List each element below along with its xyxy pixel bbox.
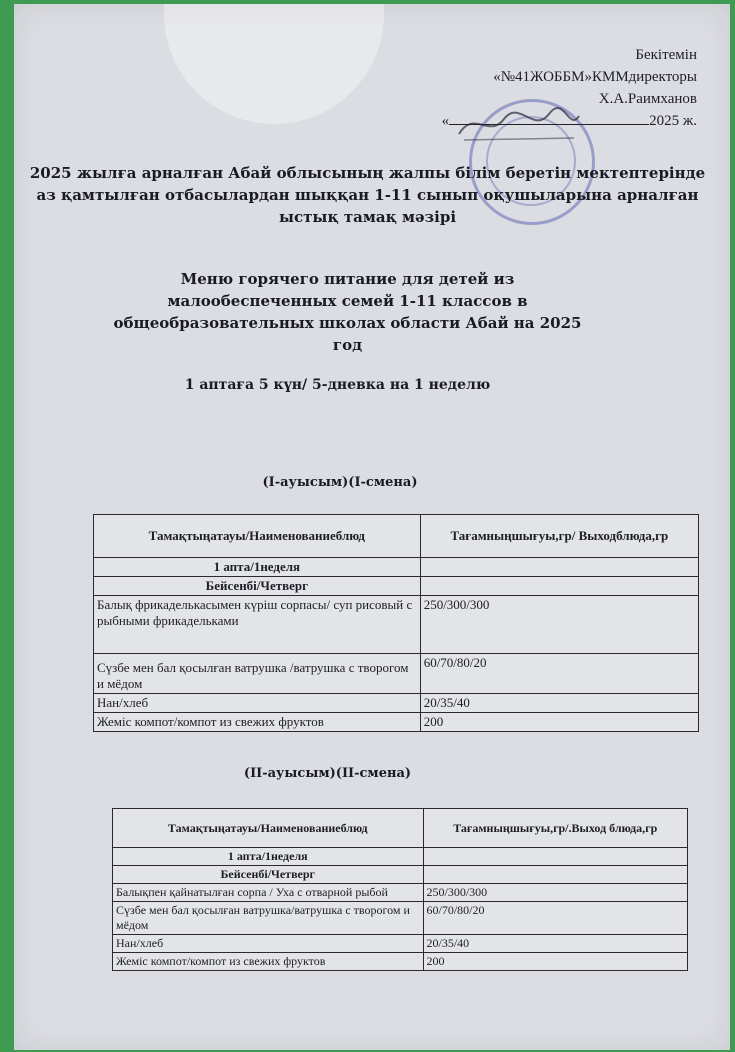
table-header-row xyxy=(94,515,699,558)
approval-director: Х.А.Раимханов xyxy=(598,91,697,107)
week-label: 1 апта/1неделя xyxy=(113,848,424,866)
header-yield: Тағамныңшығуы,гр/.Выход блюда,гр xyxy=(423,809,688,848)
dish-yield: 20/35/40 xyxy=(423,935,688,953)
table-row xyxy=(113,902,688,935)
dish-yield: 250/300/300 xyxy=(420,596,698,654)
week-row xyxy=(94,558,699,577)
approval-heading: Бекітемін xyxy=(635,47,697,63)
day-label: Бейсенбі/Четверг xyxy=(113,866,424,884)
dish-name: Нан/хлеб xyxy=(94,694,421,713)
table-row xyxy=(94,654,699,694)
approval-block xyxy=(442,44,697,132)
day-label: Бейсенбі/Четверг xyxy=(94,577,421,596)
title-russian-text: Меню горячего питание для детей из малообеспеченных семей 1-11 классов в общеобразовательных школах области Абай на 2025 год xyxy=(113,270,582,354)
approval-year: 2025 ж. xyxy=(649,113,697,129)
schedule-subtitle: 1 аптаға 5 күн/ 5-дневка на 1 неделю xyxy=(184,377,491,393)
table-row xyxy=(113,935,688,953)
dish-yield: 20/35/40 xyxy=(420,694,698,713)
day-row xyxy=(94,577,699,596)
plastic-sleeve-glare xyxy=(164,4,384,124)
title-kazakh: 2025 жылға арналған Абай облысының жалпы білім беретін мектептерінде аз қамтылған отбасылардан шыққан 1-11 сынып оқушыларына арналған ыстық тамақ мәзірі xyxy=(29,164,706,226)
day-row xyxy=(113,866,688,884)
dish-yield: 60/70/80/20 xyxy=(423,902,688,935)
shift-1-label: (І-ауысым)(І-смена) xyxy=(262,475,418,490)
week-label: 1 апта/1неделя xyxy=(94,558,421,577)
shift-2-label: (ІІ-ауысым)(ІІ-смена) xyxy=(243,766,412,781)
dish-name: Нан/хлеб xyxy=(113,935,424,953)
approval-date xyxy=(442,110,697,132)
dish-yield: 250/300/300 xyxy=(423,884,688,902)
dish-name: Балықпен қайнатылған сорпа / Уха с отварной рыбой xyxy=(113,884,424,902)
menu-table-shift-2 xyxy=(112,808,688,971)
table-row xyxy=(113,884,688,902)
dish-name: Балық фрикаделькасымен күріш сорпасы/ суп рисовый с рыбными фрикадельками xyxy=(94,596,421,654)
header-dish-name: Тамақтыңатауы/Наименованиеблюд xyxy=(113,809,424,848)
dish-yield: 60/70/80/20 xyxy=(420,654,698,694)
header-dish-name: Тамақтыңатауы/Наименованиеблюд xyxy=(94,515,421,558)
dish-yield: 200 xyxy=(423,953,688,971)
menu-table-shift-1 xyxy=(93,514,699,732)
dish-name: Сүзбе мен бал қосылған ватрушка/ватрушка с творогом и мёдом xyxy=(113,902,424,935)
dish-name: Сүзбе мен бал қосылған ватрушка /ватрушка с творогом и мёдом xyxy=(94,654,421,694)
table-row xyxy=(113,953,688,971)
table-row xyxy=(94,596,699,654)
table-header-row xyxy=(113,809,688,848)
week-row xyxy=(113,848,688,866)
dish-name: Жеміс компот/компот из свежих фруктов xyxy=(94,713,421,732)
dish-yield: 200 xyxy=(420,713,698,732)
dish-name: Жеміс компот/компот из свежих фруктов xyxy=(113,953,424,971)
title-russian xyxy=(0,268,715,356)
approval-school: «№41ЖОББМ»КММдиректоры xyxy=(493,69,697,85)
table-row xyxy=(94,713,699,732)
approval-date-prefix: « xyxy=(441,113,450,129)
table-row xyxy=(94,694,699,713)
header-yield: Тағамныңшығуы,гр/ Выходблюда,гр xyxy=(420,515,698,558)
